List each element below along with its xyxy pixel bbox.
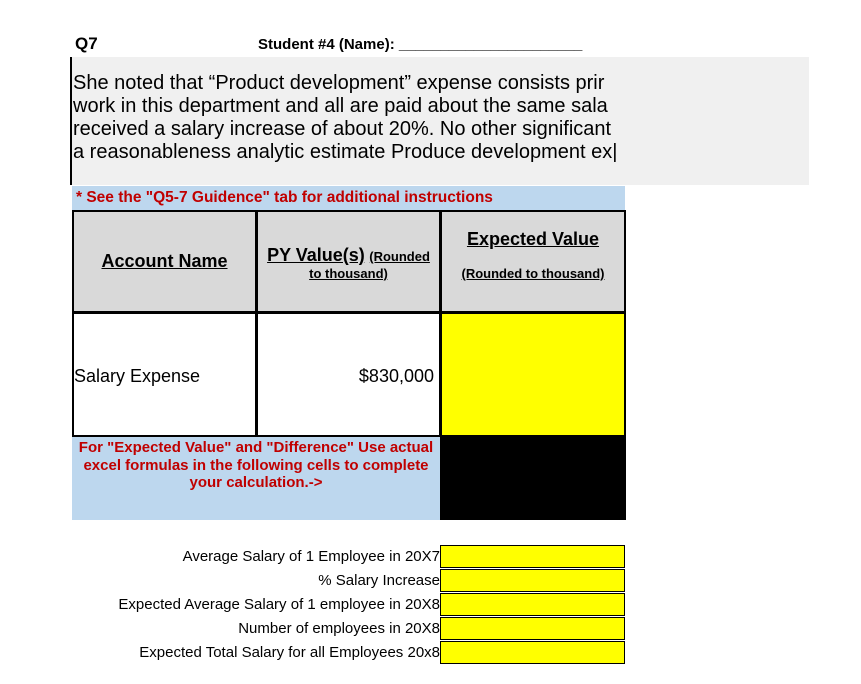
calc-label-expected-avg-salary-20x8: Expected Average Salary of 1 employee in 20X8 [118, 596, 440, 613]
header-account-name[interactable] [72, 210, 257, 313]
question-number: Q7 [75, 34, 98, 53]
description-border [70, 57, 72, 185]
header-expected-value-sub: (Rounded to thousand) [461, 266, 605, 281]
student-name-label: Student #4 (Name): ______________________ [258, 36, 583, 53]
calc-label-expected-total-salary-20x8: Expected Total Salary for all Employees 20x8 [139, 644, 440, 661]
header-py-value-sub2: to thousand) [309, 266, 388, 281]
py-value-text: $830,000 [358, 366, 434, 386]
header-account-name-label: Account Name [101, 251, 228, 271]
calc-input-expected-avg-salary-20x8[interactable] [440, 593, 625, 616]
blocked-cell [440, 437, 626, 520]
instruction-text: For "Expected Value" and "Difference" Use actual excel formulas in the following cells to complete your calculation.-> [78, 439, 434, 491]
header-expected-value[interactable] [440, 210, 626, 313]
calc-label-avg-salary-20x7: Average Salary of 1 Employee in 20X7 [182, 548, 440, 565]
description-line: received a salary increase of about 20%. No other significant [73, 118, 612, 140]
description-line: work in this department and all are paid about the same sala [73, 95, 608, 117]
header-py-value[interactable] [256, 210, 441, 313]
header-py-value-label: PY Value(s) [267, 245, 365, 265]
description-line: a reasonableness analytic estimate Produce development ex| [73, 141, 618, 163]
calc-input-expected-total-salary-20x8[interactable] [440, 641, 625, 664]
guidance-text: * See the "Q5-7 Guidence" tab for additional instructions [76, 189, 493, 206]
description-text [73, 72, 626, 172]
description-line: She noted that “Product development” expense consists prir [73, 72, 605, 94]
calc-input-avg-salary-20x7[interactable] [440, 545, 625, 568]
header-expected-value-label: Expected Value [466, 229, 600, 249]
calc-label-employees-20x8: Number of employees in 20X8 [238, 620, 440, 637]
calc-input-employees-20x8[interactable] [440, 617, 625, 640]
calc-label-salary-increase: % Salary Increase [318, 572, 440, 589]
header-py-value-sub1: (Rounded [369, 249, 430, 264]
account-name-text: Salary Expense [74, 366, 201, 386]
calc-input-salary-increase[interactable] [440, 569, 625, 592]
cell-expected-value-input[interactable] [440, 312, 626, 437]
